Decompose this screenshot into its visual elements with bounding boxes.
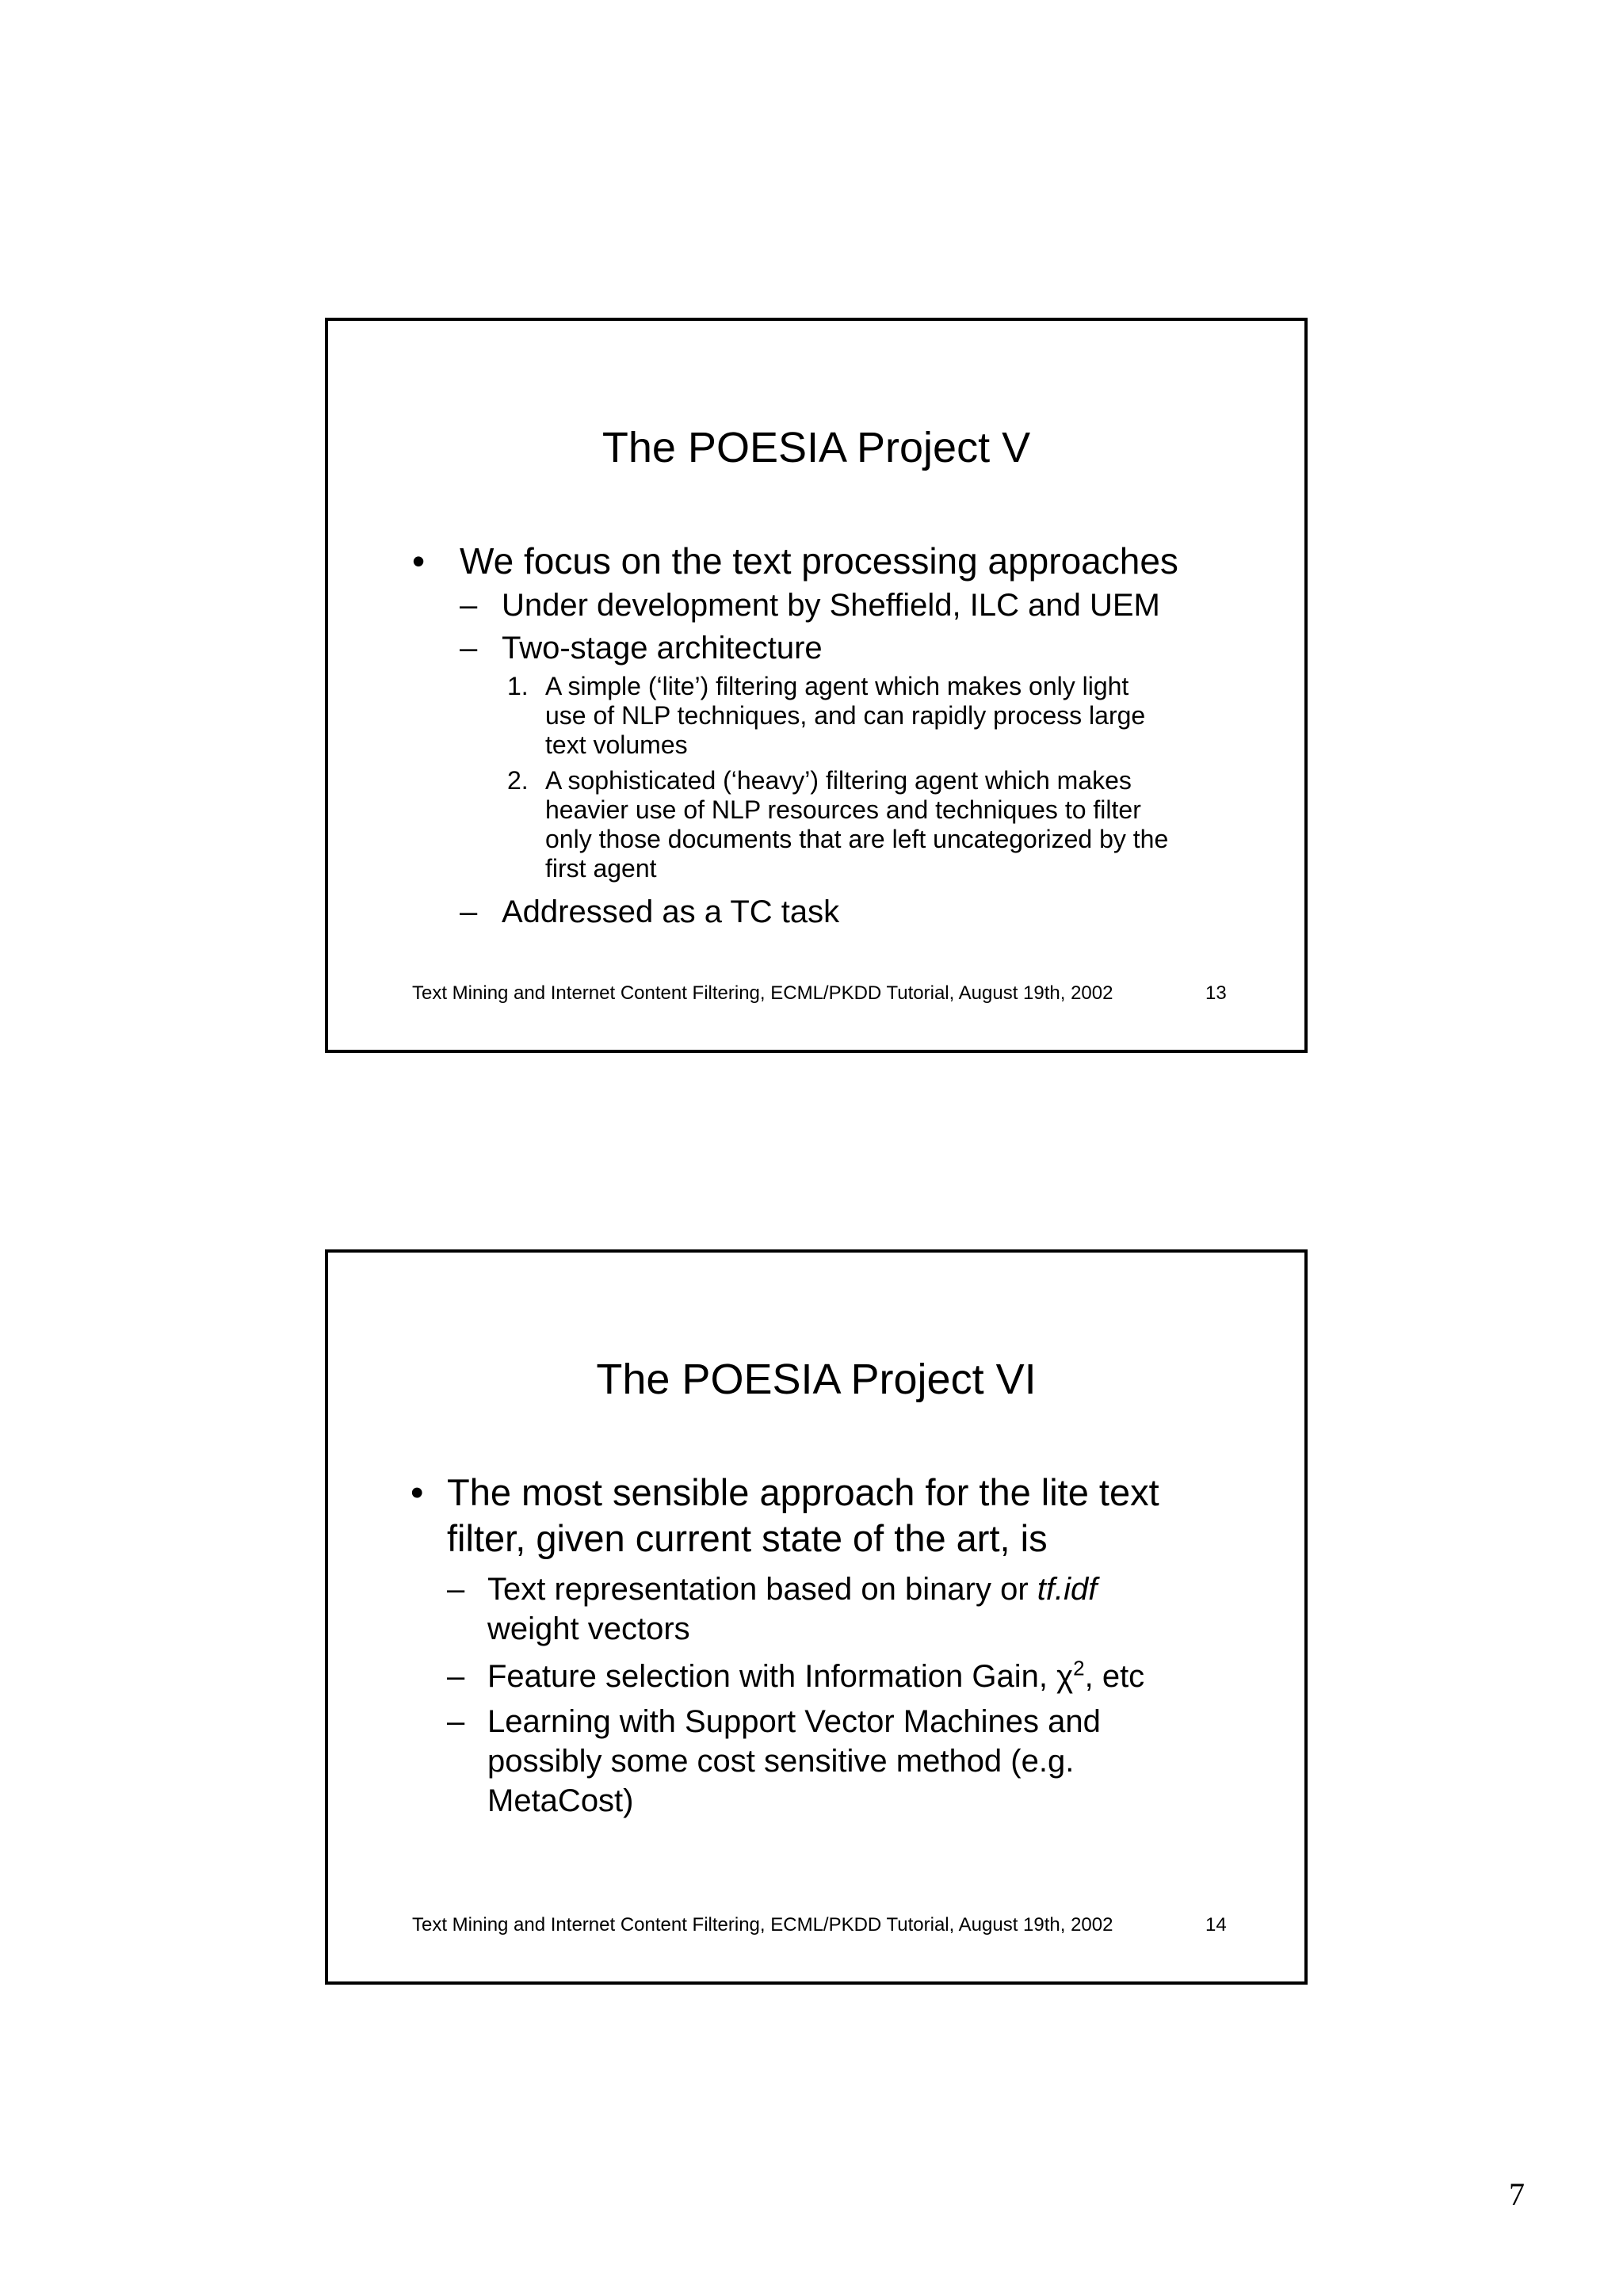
dash-marker: –: [447, 1659, 465, 1694]
dash-marker: –: [460, 631, 478, 666]
tfidf-term: tf.idf: [1037, 1572, 1098, 1607]
dash-marker: –: [447, 1704, 465, 1739]
slide-14: [325, 1249, 1308, 1985]
slide-footer: Text Mining and Internet Content Filtering, ECML/PKDD Tutorial, August 19th, 2002: [412, 982, 1113, 1004]
numbered-item-line: heavier use of NLP resources and techniques to filter: [545, 795, 1141, 824]
bullet-text: We focus on the text processing approaches: [460, 540, 1178, 582]
numbered-item-line: A sophisticated (‘heavy’) filtering agent which makes: [545, 766, 1132, 795]
slide-number: 14: [1205, 1914, 1227, 1936]
numbered-item-line: first agent: [545, 854, 657, 883]
superscript: 2: [1073, 1656, 1085, 1680]
subitem-text-part: Text representation based on binary or: [487, 1572, 1037, 1607]
subitem-text: [487, 1702, 1101, 1821]
bullet-line: The most sensible approach for the lite text: [447, 1471, 1159, 1513]
numbered-item-line: A simple (‘lite’) filtering agent which makes only light: [545, 672, 1129, 700]
subitem-text: [487, 1569, 1097, 1649]
bullet-text: [447, 1470, 1159, 1562]
dash-marker: –: [460, 588, 478, 623]
subitem-text: [487, 1657, 1144, 1696]
chi-symbol: χ: [1056, 1659, 1074, 1694]
subitem-line: Learning with Support Vector Machines and: [487, 1704, 1101, 1739]
subitem-text: Two-stage architecture: [502, 631, 823, 666]
slide-footer: Text Mining and Internet Content Filtering, ECML/PKDD Tutorial, August 19th, 2002: [412, 1914, 1113, 1936]
slide-number: 13: [1205, 982, 1227, 1004]
numbered-item: [545, 672, 1145, 760]
slide-title: The POESIA Project VI: [596, 1356, 1037, 1403]
slide-title: The POESIA Project V: [601, 424, 1031, 471]
page-number: 7: [1509, 2176, 1525, 2212]
list-number: 2.: [507, 766, 529, 795]
dash-marker: –: [460, 894, 478, 929]
bullet-line: filter, given current state of the art, is: [447, 1517, 1048, 1559]
subitem-text-part: , etc: [1084, 1659, 1145, 1694]
subitem-text: Addressed as a TC task: [502, 894, 840, 929]
numbered-item: [545, 766, 1168, 883]
list-number: 1.: [507, 672, 529, 700]
subitem-line: MetaCost): [487, 1783, 634, 1818]
slide-13: [325, 318, 1308, 1053]
subitem-text-part: Feature selection with Information Gain,: [487, 1659, 1057, 1694]
dash-marker: –: [447, 1572, 465, 1607]
numbered-item-line: text volumes: [545, 730, 688, 759]
subitem-text: Under development by Sheffield, ILC and UEM: [502, 588, 1160, 623]
subitem-line: weight vectors: [487, 1611, 690, 1646]
subitem-line: possibly some cost sensitive method (e.g.: [487, 1744, 1075, 1779]
bullet-marker: •: [412, 540, 426, 582]
numbered-item-line: only those documents that are left uncategorized by the: [545, 825, 1169, 853]
bullet-marker: •: [411, 1471, 424, 1513]
numbered-item-line: use of NLP techniques, and can rapidly process large: [545, 701, 1146, 730]
